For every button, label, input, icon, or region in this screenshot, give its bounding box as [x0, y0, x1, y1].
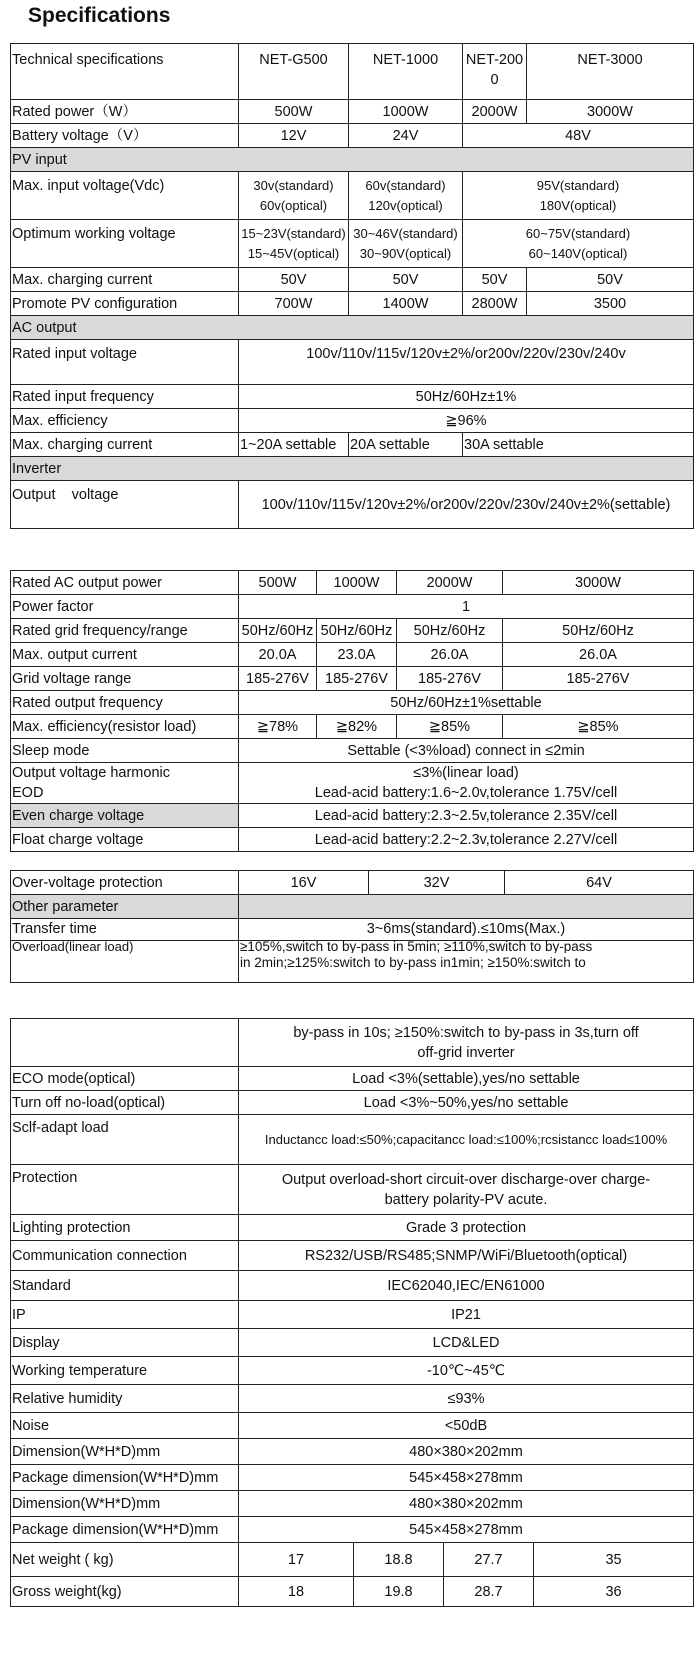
cell-line: Lead-acid battery:1.6~2.0v,tolerance 1.75V/cell [314, 785, 618, 801]
cell: 28.7 [444, 1577, 534, 1607]
row-label: Max. input voltage(Vdc) [11, 172, 239, 220]
cell: 30A settable [463, 433, 694, 457]
cell: 35 [534, 1543, 694, 1577]
cell: 185-276V [503, 667, 694, 691]
cell-line: 60~75V(standard) [525, 225, 631, 241]
cell [349, 220, 463, 268]
cell: 3000W [503, 571, 694, 595]
cell: 20A settable [349, 433, 463, 457]
table-row [11, 763, 694, 804]
table-row [11, 871, 694, 895]
row-label: Max. charging current [11, 433, 239, 457]
table-row [11, 1577, 694, 1607]
cell: ≧82% [317, 715, 397, 739]
row-label: Power factor [11, 595, 239, 619]
table-row [11, 172, 694, 220]
cell: ≧96% [239, 409, 694, 433]
cell: 24V [349, 124, 463, 148]
cell: 16V [239, 871, 369, 895]
cell-line: 95V(standard) [536, 177, 620, 193]
cell-line: 15~45V(optical) [247, 245, 340, 261]
cell: IP21 [239, 1301, 694, 1329]
cell: 64V [505, 871, 694, 895]
table-row [11, 919, 694, 941]
cell: 50Hz/60Hz [397, 619, 503, 643]
cell: 50Hz/60Hz [317, 619, 397, 643]
row-label: Gross weight(kg) [11, 1577, 239, 1607]
cell: 50Hz/60Hz [239, 619, 317, 643]
cell: -10℃~45℃ [239, 1357, 694, 1385]
page-title: Specifications [28, 4, 171, 27]
table-row [11, 691, 694, 715]
cell-line: 60v(standard) [365, 177, 446, 193]
cell: Load <3%(settable),yes/no settable [239, 1067, 694, 1091]
cell: 50Hz/60Hz±1%settable [239, 691, 694, 715]
table-row [11, 124, 694, 148]
cell: 700W [239, 292, 349, 316]
section-row [11, 148, 694, 172]
cell [349, 172, 463, 220]
row-label: Battery voltage（V） [11, 124, 239, 148]
table-row [11, 619, 694, 643]
row-label-line: Output voltage harmonic [12, 765, 170, 781]
table-row [11, 1491, 694, 1517]
table-row [11, 1165, 694, 1215]
cell-line: 15~23V(standard) [241, 225, 346, 241]
cell: 545×458×278mm [239, 1517, 694, 1543]
cell: Grade 3 protection [239, 1215, 694, 1241]
table-row [11, 804, 694, 828]
cell: 545×458×278mm [239, 1465, 694, 1491]
cell: 100v/110v/115v/120v±2%/or200v/220v/230v/240v±2%(settable) [239, 481, 694, 529]
table-row [11, 828, 694, 852]
table-row [11, 1357, 694, 1385]
row-label: Overload(linear load) [11, 941, 239, 983]
model-net-1000: NET-1000 [349, 44, 463, 100]
row-label: Lighting protection [11, 1215, 239, 1241]
cell: 36 [534, 1577, 694, 1607]
cell: 26.0A [503, 643, 694, 667]
table-row [11, 1301, 694, 1329]
table-row [11, 220, 694, 268]
row-label [11, 763, 239, 804]
cell: 100v/110v/115v/120v±2%/or200v/220v/230v/240v [239, 340, 694, 385]
row-label: Over-voltage protection [11, 871, 239, 895]
row-label: Communication connection [11, 1241, 239, 1271]
cell: 1400W [349, 292, 463, 316]
cell: Lead-acid battery:2.2~2.3v,tolerance 2.27V/cell [239, 828, 694, 852]
spec-table-part-2 [10, 1018, 694, 1607]
table-row [11, 1465, 694, 1491]
row-label: Rated input frequency [11, 385, 239, 409]
cell: RS232/USB/RS485;SNMP/WiFi/Bluetooth(optical) [239, 1241, 694, 1271]
table-row [11, 385, 694, 409]
row-label: Noise [11, 1413, 239, 1439]
row-label: Package dimension(W*H*D)mm [11, 1465, 239, 1491]
table-row [11, 667, 694, 691]
cell: 50Hz/60Hz±1% [239, 385, 694, 409]
row-label: Dimension(W*H*D)mm [11, 1439, 239, 1465]
row-label: Output voltage [11, 481, 239, 529]
cell: 480×380×202mm [239, 1439, 694, 1465]
row-label: Rated AC output power [11, 571, 239, 595]
table-row [11, 1439, 694, 1465]
table-row [11, 340, 694, 385]
cell: 50V [463, 268, 527, 292]
cell: 26.0A [397, 643, 503, 667]
table-row [11, 1091, 694, 1115]
cell: Lead-acid battery:2.3~2.5v,tolerance 2.35V/cell [239, 804, 694, 828]
cell: 3500 [527, 292, 694, 316]
cell [239, 895, 694, 919]
row-label: Even charge voltage [11, 804, 239, 828]
row-label: ECO mode(optical) [11, 1067, 239, 1091]
row-label: Float charge voltage [11, 828, 239, 852]
spec-table-part-1b [10, 570, 694, 852]
cell: 1000W [317, 571, 397, 595]
cell: 500W [239, 571, 317, 595]
table-row [11, 1543, 694, 1577]
row-label: Dimension(W*H*D)mm [11, 1491, 239, 1517]
cell-line: by-pass in 10s; ≥150%:switch to by-pass in 3s,turn off [293, 1024, 639, 1041]
cell: 2000W [463, 100, 527, 124]
row-label: Grid voltage range [11, 667, 239, 691]
table-row [11, 292, 694, 316]
cell: 20.0A [239, 643, 317, 667]
cell: 50V [349, 268, 463, 292]
cell: 480×380×202mm [239, 1491, 694, 1517]
cell [239, 1019, 694, 1067]
table-row [11, 1385, 694, 1413]
row-label: Rated input voltage [11, 340, 239, 385]
cell: ≧85% [397, 715, 503, 739]
cell: 500W [239, 100, 349, 124]
cell: 1000W [349, 100, 463, 124]
spec-table-part-1 [10, 43, 694, 529]
section-row [11, 316, 694, 340]
cell: 2000W [397, 571, 503, 595]
cell: ≤93% [239, 1385, 694, 1413]
row-label: Relative humidity [11, 1385, 239, 1413]
section-row [11, 457, 694, 481]
section-title: Inverter [11, 457, 694, 481]
row-label: Protection [11, 1165, 239, 1215]
cell-line: 120v(optical) [368, 197, 443, 213]
cell-line: 30v(standard) [253, 177, 334, 193]
cell: 185-276V [239, 667, 317, 691]
table-row [11, 1271, 694, 1301]
row-label: Promote PV configuration [11, 292, 239, 316]
table-row [11, 268, 694, 292]
table-row [11, 1329, 694, 1357]
section-title: PV input [11, 148, 694, 172]
row-label: Optimum working voltage [11, 220, 239, 268]
cell-line: 180V(optical) [539, 197, 617, 213]
cell: 32V [369, 871, 505, 895]
row-label: Transfer time [11, 919, 239, 941]
row-label: Rated power（W） [11, 100, 239, 124]
cell [239, 941, 694, 983]
cell: 2800W [463, 292, 527, 316]
table-row [11, 941, 694, 983]
row-label: Display [11, 1329, 239, 1357]
cell: 185-276V [317, 667, 397, 691]
row-label: Rated output frequency [11, 691, 239, 715]
table-row [11, 1241, 694, 1271]
cell: IEC62040,IEC/EN61000 [239, 1271, 694, 1301]
cell: 1~20A settable [239, 433, 349, 457]
model-net-g500: NET-G500 [239, 44, 349, 100]
cell: 12V [239, 124, 349, 148]
row-label: Turn off no-load(optical) [11, 1091, 239, 1115]
cell [239, 172, 349, 220]
cell: 50Hz/60Hz [503, 619, 694, 643]
cell: 23.0A [317, 643, 397, 667]
spec-table-part-1c [10, 870, 694, 983]
cell: LCD&LED [239, 1329, 694, 1357]
table-row [11, 571, 694, 595]
cell-line: off-grid inverter [417, 1044, 515, 1061]
table-row [11, 409, 694, 433]
row-label: Sleep mode [11, 739, 239, 763]
cell [463, 172, 694, 220]
row-label: Max. charging current [11, 268, 239, 292]
row-label: Working temperature [11, 1357, 239, 1385]
cell: <50dB [239, 1413, 694, 1439]
table-row [11, 1413, 694, 1439]
row-label: Max. efficiency [11, 409, 239, 433]
table-row [11, 1215, 694, 1241]
row-label [11, 1019, 239, 1067]
section-title: Other parameter [11, 895, 239, 919]
table-row [11, 595, 694, 619]
table-row [11, 739, 694, 763]
cell [239, 763, 694, 804]
table-row [11, 433, 694, 457]
table-row [11, 1115, 694, 1165]
cell: ≧85% [503, 715, 694, 739]
cell-line: 60~140V(optical) [528, 245, 628, 261]
row-label: Standard [11, 1271, 239, 1301]
cell-line: ≤3%(linear load) [413, 765, 519, 781]
header-label: Technical specifications [11, 44, 239, 100]
cell: 19.8 [354, 1577, 444, 1607]
cell: 1 [239, 595, 694, 619]
cell: Settable (<3%load) connect in ≤2min [239, 739, 694, 763]
section-title: AC output [11, 316, 694, 340]
table-row [11, 100, 694, 124]
cell-line: 60v(optical) [259, 197, 328, 213]
cell: Load <3%~50%,yes/no settable [239, 1091, 694, 1115]
row-label: Rated grid frequency/range [11, 619, 239, 643]
row-label-line: EOD [12, 785, 44, 801]
row-label: Package dimension(W*H*D)mm [11, 1517, 239, 1543]
cell-line: 30~46V(standard) [353, 225, 458, 241]
cell [463, 220, 694, 268]
section-row [11, 895, 694, 919]
model-net-2000: NET-2000 [463, 44, 527, 100]
cell: 3000W [527, 100, 694, 124]
table-row [11, 715, 694, 739]
cell: 3~6ms(standard).≤10ms(Max.) [239, 919, 694, 941]
cell: 185-276V [397, 667, 503, 691]
row-label: IP [11, 1301, 239, 1329]
table-row [11, 1019, 694, 1067]
table-row [11, 481, 694, 529]
cell-line: in 2min;≥125%:switch to by-pass in1min; ≥150%:switch to [240, 955, 586, 970]
cell-line: ≥105%,switch to by-pass in 5min; ≥110%,switch to by-pass [240, 941, 593, 953]
row-label: Max. efficiency(resistor load) [11, 715, 239, 739]
cell: 17 [239, 1543, 354, 1577]
cell: 18 [239, 1577, 354, 1607]
row-label: Sclf-adapt load [11, 1115, 239, 1165]
cell: 48V [463, 124, 694, 148]
cell: Output overload-short circuit-over discharge-over charge-battery polarity-PV acute. [239, 1165, 694, 1215]
cell-line: 30~90V(optical) [359, 245, 452, 261]
row-label: Max. output current [11, 643, 239, 667]
cell: 50V [527, 268, 694, 292]
cell: 27.7 [444, 1543, 534, 1577]
cell: Inductancc load:≤50%;capacitancc load:≤100%;rcsistancc load≤100% [239, 1115, 694, 1165]
table-row [11, 1517, 694, 1543]
cell: 50V [239, 268, 349, 292]
cell [239, 220, 349, 268]
table-row [11, 1067, 694, 1091]
table-row [11, 643, 694, 667]
cell: ≧78% [239, 715, 317, 739]
cell: 18.8 [354, 1543, 444, 1577]
table-header-row [11, 44, 694, 100]
model-net-3000: NET-3000 [527, 44, 694, 100]
row-label: Net weight ( kg) [11, 1543, 239, 1577]
